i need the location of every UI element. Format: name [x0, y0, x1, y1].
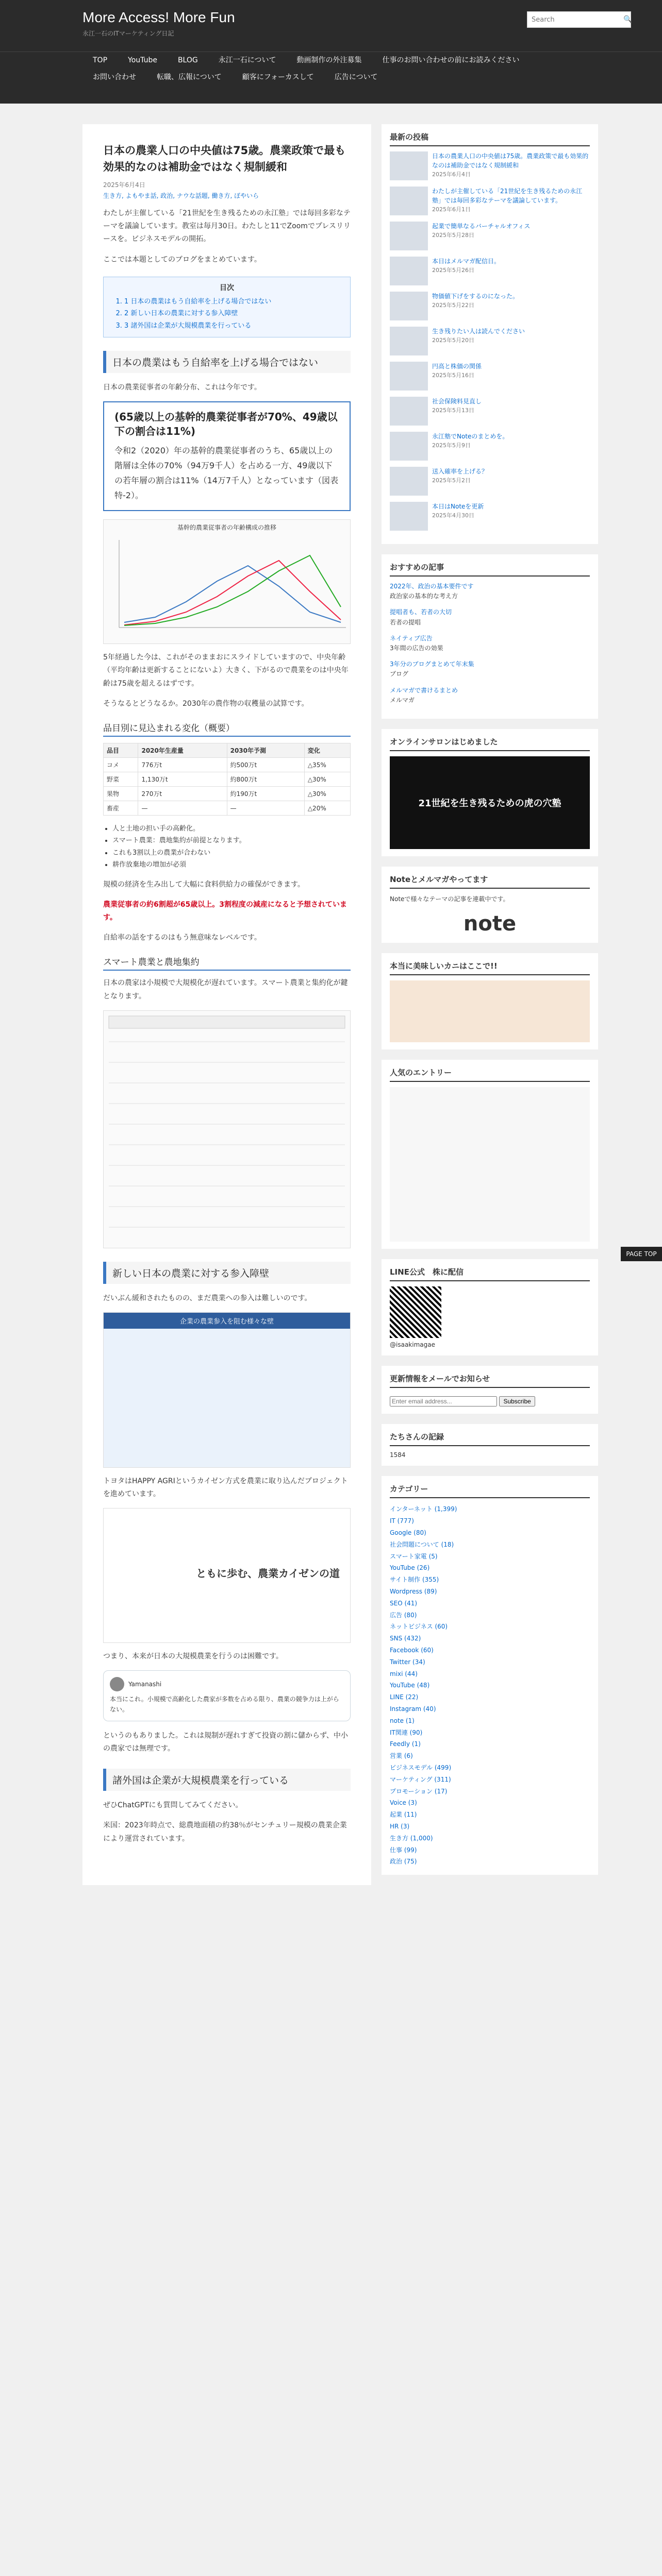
salon-banner[interactable]: 21世紀を生き残るための虎の穴塾 — [390, 756, 590, 849]
category-item[interactable]: 社会問題について (18) — [390, 1540, 454, 1548]
recommended-desc: 政治家の基本的な考え方 — [390, 592, 458, 600]
figure-caption: 基幹的農業従事者の年齢構成の推移 — [177, 524, 276, 532]
content-wrap — [0, 104, 662, 1885]
age-chart-figure — [103, 519, 351, 644]
subheading: スマート農業と農地集約 — [103, 955, 351, 971]
recommended-desc: メルマガ — [390, 696, 415, 704]
table-row — [104, 758, 351, 772]
highlight-body: 令和2（2020）年の基幹的農業従事者のうち、65歳以上の階層は全体の70%（94万9千人）を占める一方、49歳以下の若年層の割合は11%（14万7千人）となっています（図表特-2）。 — [114, 446, 339, 500]
recent-post-date: 2025年5月26日 — [432, 267, 474, 274]
site-title[interactable]: More Access! More Fun — [82, 9, 235, 25]
recent-post-title[interactable]: 本日はNoteを更新 — [432, 503, 484, 510]
embedded-post-text: 本当にこれ。小規模で高齢化した農家が多数を占める限り、農業の競争力は上がらない。 — [110, 1696, 339, 1713]
table-cell: — — [138, 801, 227, 816]
search-icon[interactable]: 🔍 — [623, 15, 633, 24]
recent-post-title[interactable]: 永江塾でNoteのまとめを。 — [432, 433, 509, 440]
nav-item-ads[interactable]: 広告について — [334, 73, 378, 81]
category-item[interactable]: サイト制作 (355) — [390, 1576, 439, 1584]
recommended-desc: 3年間の広告の効果 — [390, 644, 443, 652]
category-item[interactable]: IT関連 (90) — [390, 1728, 423, 1736]
recent-post-title[interactable]: 物価値下げをするのになった。 — [432, 293, 519, 300]
line-handle: @isaakimagae — [390, 1341, 435, 1349]
recent-post-title[interactable]: 本日はメルマガ配信日。 — [432, 258, 501, 265]
post-paragraph: 5年経過した今は、これがそのままおにスライドしていますので、中央年齢（平均年齢は更新することにないよ）大きく、下がるので農業をのは中央年齢は75歳を超えるはずです。 — [103, 653, 349, 688]
widget-title: たちさんの記録 — [390, 1431, 590, 1446]
recent-post-item[interactable] — [390, 327, 590, 355]
post-paragraph: 規模の経済を生み出して大幅に食料供給力の確保ができます。 — [103, 880, 305, 889]
table-cell: 270万t — [138, 787, 227, 801]
recommended-widget — [382, 554, 598, 719]
sidebar — [382, 124, 598, 1885]
recent-post-date: 2025年5月9日 — [432, 442, 471, 449]
recent-post-date: 2025年6月4日 — [432, 171, 471, 178]
table-cell: 野菜 — [104, 772, 138, 787]
global-nav — [0, 52, 662, 104]
barrier-figure — [103, 1312, 351, 1468]
post-paragraph: 日本の農業従事者の年齢分布、これは今年です。 — [103, 383, 261, 392]
recent-post-item[interactable] — [390, 292, 590, 320]
recent-post-item[interactable] — [390, 257, 590, 285]
section-heading-3: 諸外国は企業が大規模農業を行っている — [103, 1769, 351, 1791]
recent-post-date: 2025年5月22日 — [432, 302, 474, 309]
recent-post-date: 2025年5月28日 — [432, 232, 474, 239]
table-cell: 果物 — [104, 787, 138, 801]
toc-title: 目次 — [220, 283, 234, 292]
section-heading-1: 日本の農業はもう自給率を上げる場合ではない — [103, 351, 351, 373]
recent-post-item[interactable] — [390, 222, 590, 250]
post-article — [82, 124, 371, 1885]
nav-item-focus[interactable]: 顧客にフォーカスして — [242, 73, 314, 81]
post-thumbnail[interactable] — [390, 467, 428, 496]
category-item[interactable]: 広告 (80) — [390, 1611, 417, 1619]
post-paragraph: というのもありました。これは規制が遅れすぎて投資の割に儲からず、中小の農家では無理です。 — [103, 1731, 348, 1753]
category-item[interactable]: 営業 (6) — [390, 1752, 413, 1760]
category-item[interactable]: Twitter (34) — [390, 1658, 425, 1666]
recent-post-item[interactable] — [390, 502, 590, 531]
table-of-contents — [103, 277, 351, 337]
figure-caption: 企業の農業参入を阻む様々な壁 — [104, 1313, 350, 1329]
recent-post-date: 2025年5月16日 — [432, 372, 474, 379]
subscribe-widget — [382, 1366, 598, 1414]
recommended-title[interactable]: メルマガで書けるまとめ — [390, 686, 458, 694]
counter-value: 1584 — [390, 1451, 406, 1459]
table-header: 2030年予測 — [227, 743, 304, 758]
forecast-table — [103, 743, 351, 816]
recommended-title[interactable]: ネイティブ広告 — [390, 634, 433, 642]
crab-widget — [382, 953, 598, 1049]
site-tagline: 永江一石のITマーケティング日記 — [82, 30, 174, 37]
recommended-title[interactable]: 提唱者も、若者の大切 — [390, 608, 452, 616]
table-cell: △30% — [304, 772, 350, 787]
table-cell: — — [227, 801, 304, 816]
post-thumbnail[interactable] — [390, 257, 428, 285]
post-thumbnail[interactable] — [390, 362, 428, 391]
recommended-item[interactable] — [390, 607, 590, 627]
widget-title: LINE公式 株に配信 — [390, 1266, 590, 1281]
search-box[interactable] — [527, 11, 631, 28]
category-item[interactable]: Voice (3) — [390, 1799, 417, 1807]
recent-post-item[interactable] — [390, 362, 590, 391]
categories-widget — [382, 1476, 598, 1875]
list-item: • これも3割以上の農業が合わない — [112, 847, 351, 859]
recent-post-date: 2025年5月13日 — [432, 407, 474, 414]
category-item[interactable]: ビジネスモデル (499) — [390, 1764, 452, 1771]
recent-post-item[interactable] — [390, 397, 590, 426]
nav-item-pr[interactable]: 転職、広報について — [157, 73, 222, 81]
post-emphasis: 農業従事者の約6割超が65歳以上。3割程度の減産になると予想されています。 — [103, 900, 347, 922]
category-item[interactable]: Feedly (1) — [390, 1740, 421, 1748]
line-widget — [382, 1259, 598, 1355]
category-item[interactable]: スマート家電 (5) — [390, 1552, 438, 1560]
age-chart-graphic — [104, 535, 350, 638]
nav-item-video[interactable]: 動画制作の外注募集 — [296, 56, 362, 64]
list-item: • 人と土地の担い手の高齢化。 — [112, 823, 351, 835]
post-thumbnail[interactable] — [390, 432, 428, 461]
list-item: • 耕作放棄地の増加が必須 — [112, 859, 351, 871]
table-header: 品目 — [104, 743, 138, 758]
post-intro-2: ここでは本題としてのブログをまとめています。 — [103, 255, 261, 264]
recommended-title[interactable]: 3年分のブログまとめて年末集 — [390, 660, 474, 668]
recent-post-item[interactable] — [390, 151, 590, 180]
line-qr-code[interactable] — [390, 1286, 441, 1338]
recent-post-date: 2025年5月20日 — [432, 337, 474, 344]
widget-title: カテゴリー — [390, 1483, 590, 1498]
category-item[interactable]: 起業 (11) — [390, 1811, 417, 1819]
table-row — [104, 787, 351, 801]
category-item[interactable]: HR (3) — [390, 1822, 410, 1830]
recent-post-date: 2025年6月1日 — [432, 206, 471, 213]
post-paragraph: そうなるとどうなるか。2030年の農作物の収穫量の試算です。 — [103, 699, 309, 708]
post-paragraph: 日本の農家は小規模で大規模化が遅れています。スマート農業と集約化が鍵となります。 — [103, 979, 348, 1001]
recommended-item[interactable] — [390, 659, 590, 679]
post-paragraph: だいぶん緩和されたものの、まだ農業への参入は難しいのです。 — [103, 1294, 312, 1302]
table-cell: 776万t — [138, 758, 227, 772]
subheading: 品目別に見込まれる変化（概要） — [103, 721, 351, 737]
post-thumbnail[interactable] — [390, 151, 428, 180]
category-item[interactable]: IT (777) — [390, 1517, 414, 1525]
note-desc: Noteで様々なテーマの記事を連載中です。 — [390, 895, 509, 903]
category-item[interactable]: Google (80) — [390, 1529, 426, 1537]
post-thumbnail[interactable] — [390, 397, 428, 426]
table-row — [104, 801, 351, 816]
post-paragraph: つまり、本来が日本の大規模農業を行うのは困難です。 — [103, 1652, 283, 1661]
post-thumbnail[interactable] — [390, 222, 428, 250]
category-item[interactable]: mixi (44) — [390, 1670, 418, 1677]
note-logo[interactable]: note — [463, 912, 517, 936]
category-item[interactable]: SNS (432) — [390, 1635, 421, 1642]
nav-item-about[interactable]: 永江一石について — [218, 56, 276, 64]
widget-title: 人気のエントリー — [390, 1067, 590, 1082]
recent-posts-widget — [382, 124, 598, 544]
table-header: 2020年生産量 — [138, 743, 227, 758]
recent-post-title[interactable]: わたしが主催している「21世紀を生き残るための永江塾」では毎回多彩なテーマを議論しています。 — [432, 188, 583, 204]
category-item[interactable]: ネットビジネス (60) — [390, 1623, 448, 1631]
table-cell: 約500万t — [227, 758, 304, 772]
site-header — [0, 0, 662, 52]
subscribe-button[interactable]: Subscribe — [499, 1396, 535, 1406]
widget-title: Noteとメルマガやってます — [390, 874, 590, 889]
widget-title: 最新の投稿 — [390, 131, 590, 146]
category-item[interactable]: 政治 (75) — [390, 1858, 417, 1866]
category-item[interactable]: LINE (22) — [390, 1693, 419, 1701]
post-thumbnail[interactable] — [390, 502, 428, 531]
toc-item[interactable]: 1. 1 日本の農業はもう自給率を上げる場合ではない — [124, 296, 340, 308]
email-field[interactable] — [390, 1396, 497, 1406]
page-top-button[interactable]: PAGE TOP — [621, 1247, 662, 1261]
toc-item[interactable]: 3. 3 諸外国は企業が大規模農業を行っている — [124, 320, 340, 332]
embedded-post[interactable] — [103, 1670, 351, 1721]
search-input[interactable] — [527, 16, 623, 24]
recent-post-date: 2025年4月30日 — [432, 512, 474, 519]
recommended-item[interactable] — [390, 686, 590, 705]
highlight-heading: (65歳以上の基幹的農業従事者が70%、49歳以下の割合は11%) — [114, 411, 338, 438]
recommended-desc: ブログ — [390, 670, 409, 678]
table-cell: △35% — [304, 758, 350, 772]
table-row — [104, 772, 351, 787]
popular-list[interactable] — [390, 1087, 590, 1242]
note-widget — [382, 867, 598, 943]
nav-item-blog[interactable]: BLOG — [177, 56, 198, 64]
recent-post-item[interactable] — [390, 187, 590, 215]
category-item[interactable]: インターネット (1,399) — [390, 1505, 457, 1513]
post-categories[interactable]: 生き方, よもやま話, 政治, ナウな話題, 働き方, ぼやいら — [103, 192, 259, 199]
section-heading-2: 新しい日本の農業に対する参入障壁 — [103, 1262, 351, 1284]
list-item: • スマート農業：農地集約が前提となります。 — [112, 835, 351, 846]
toc-item[interactable]: 2. 2 新しい日本の農業に対する参入障壁 — [124, 308, 340, 319]
recent-post-title[interactable]: 起業で簡単なるバーチャルオフィス — [432, 223, 531, 230]
table-cell: △20% — [304, 801, 350, 816]
post-paragraph: 自給率の話をするのはもう無意味なレベルです。 — [103, 934, 261, 942]
comparison-table-graphic — [104, 1011, 350, 1248]
embedded-post-user[interactable]: Yamanashi — [128, 1680, 162, 1688]
recent-post-item[interactable] — [390, 432, 590, 461]
popular-widget — [382, 1060, 598, 1249]
post-paragraph: トヨタはHAPPY AGRIというカイゼン方式を農業に取り込んだプロジェクトを進めています。 — [103, 1477, 348, 1499]
toyota-figure — [103, 1508, 351, 1643]
nav-item-before-contact[interactable]: 仕事のお問い合わせの前にお読みください — [382, 56, 520, 64]
post-thumbnail[interactable] — [390, 292, 428, 320]
table-cell: 1,130万t — [138, 772, 227, 787]
widget-title: 本当に美味しいカニはここで!! — [390, 960, 590, 975]
salon-widget — [382, 729, 598, 856]
table-cell: コメ — [104, 758, 138, 772]
avatar — [110, 1677, 124, 1691]
category-item[interactable]: YouTube (48) — [390, 1682, 430, 1689]
recommended-desc: 若者の提唱 — [390, 618, 421, 626]
post-date: 2025年6月4日 — [103, 181, 145, 189]
widget-title: オンラインサロンはじめました — [390, 736, 590, 751]
widget-title: 更新情報をメールでお知らせ — [390, 1373, 590, 1388]
comparison-table-figure — [103, 1010, 351, 1248]
post-paragraph: ぜひChatGPTにも質問してみてください。 — [103, 1801, 243, 1810]
recent-post-title[interactable]: 生き残りたい人は読んでください — [432, 328, 525, 335]
nav-item-youtube[interactable]: YouTube — [128, 56, 157, 64]
category-item[interactable]: Facebook (60) — [390, 1647, 434, 1654]
category-item[interactable]: SEO (41) — [390, 1599, 418, 1607]
nav-item-contact[interactable]: お問い合わせ — [93, 73, 136, 81]
table-cell: 約190万t — [227, 787, 304, 801]
table-cell: 約800万t — [227, 772, 304, 787]
recommended-item[interactable] — [390, 634, 590, 653]
recent-post-item[interactable] — [390, 467, 590, 496]
post-intro-1: わたしが主催している「21世紀を生き残るための永江塾」では毎回多彩なテーマを議論しています。教室は毎月30日。わたしと11でZoomでプレスリリースを。ビジネスモデルの開拓。 — [103, 209, 351, 244]
recent-post-title[interactable]: 日本の農業人口の中央値は75歳。農業政策で最も効果的なのは補助金ではなく規制緩和 — [432, 152, 589, 169]
category-item[interactable]: 仕事 (99) — [390, 1846, 417, 1854]
recent-post-title[interactable]: 円高と株価の関係 — [432, 363, 482, 370]
post-thumbnail[interactable] — [390, 327, 428, 355]
post-paragraph: 米国：2023年時点で、総農地面積の約38％がセンチュリー規模の農業企業により運営されています。 — [103, 1821, 347, 1843]
bullet-list — [103, 823, 351, 871]
category-item[interactable]: Instagram (40) — [390, 1705, 436, 1713]
crab-banner[interactable] — [390, 980, 590, 1042]
table-cell: 畜産 — [104, 801, 138, 816]
table-header: 変化 — [304, 743, 350, 758]
table-cell: △30% — [304, 787, 350, 801]
recent-post-title[interactable]: 社会保険料見直し — [432, 398, 482, 405]
recommended-item[interactable] — [390, 582, 590, 601]
category-item[interactable]: note (1) — [390, 1717, 415, 1724]
category-item[interactable]: プロモーション (17) — [390, 1787, 448, 1795]
post-thumbnail[interactable] — [390, 187, 428, 215]
post-title: 日本の農業人口の中央値は75歳。農業政策で最も効果的なのは補助金ではなく規制緩和 — [103, 144, 346, 173]
recent-post-date: 2025年5月2日 — [432, 477, 471, 484]
recent-post-title[interactable]: 送入確率を上げる？ — [432, 468, 488, 475]
counter-widget — [382, 1424, 598, 1466]
highlight-box — [103, 401, 351, 511]
category-item[interactable]: Wordpress (89) — [390, 1588, 437, 1596]
figure-caption: ともに歩む、農業カイゼンの道 — [196, 1567, 340, 1580]
category-item[interactable]: マーケティング (311) — [390, 1775, 451, 1783]
nav-item-top[interactable]: TOP — [93, 56, 108, 64]
category-item[interactable]: 生き方 (1,000) — [390, 1834, 433, 1842]
widget-title: おすすめの記事 — [390, 562, 590, 577]
category-item[interactable]: YouTube (26) — [390, 1564, 430, 1572]
recommended-title[interactable]: 2022年、政治の基本要件です — [390, 583, 474, 590]
